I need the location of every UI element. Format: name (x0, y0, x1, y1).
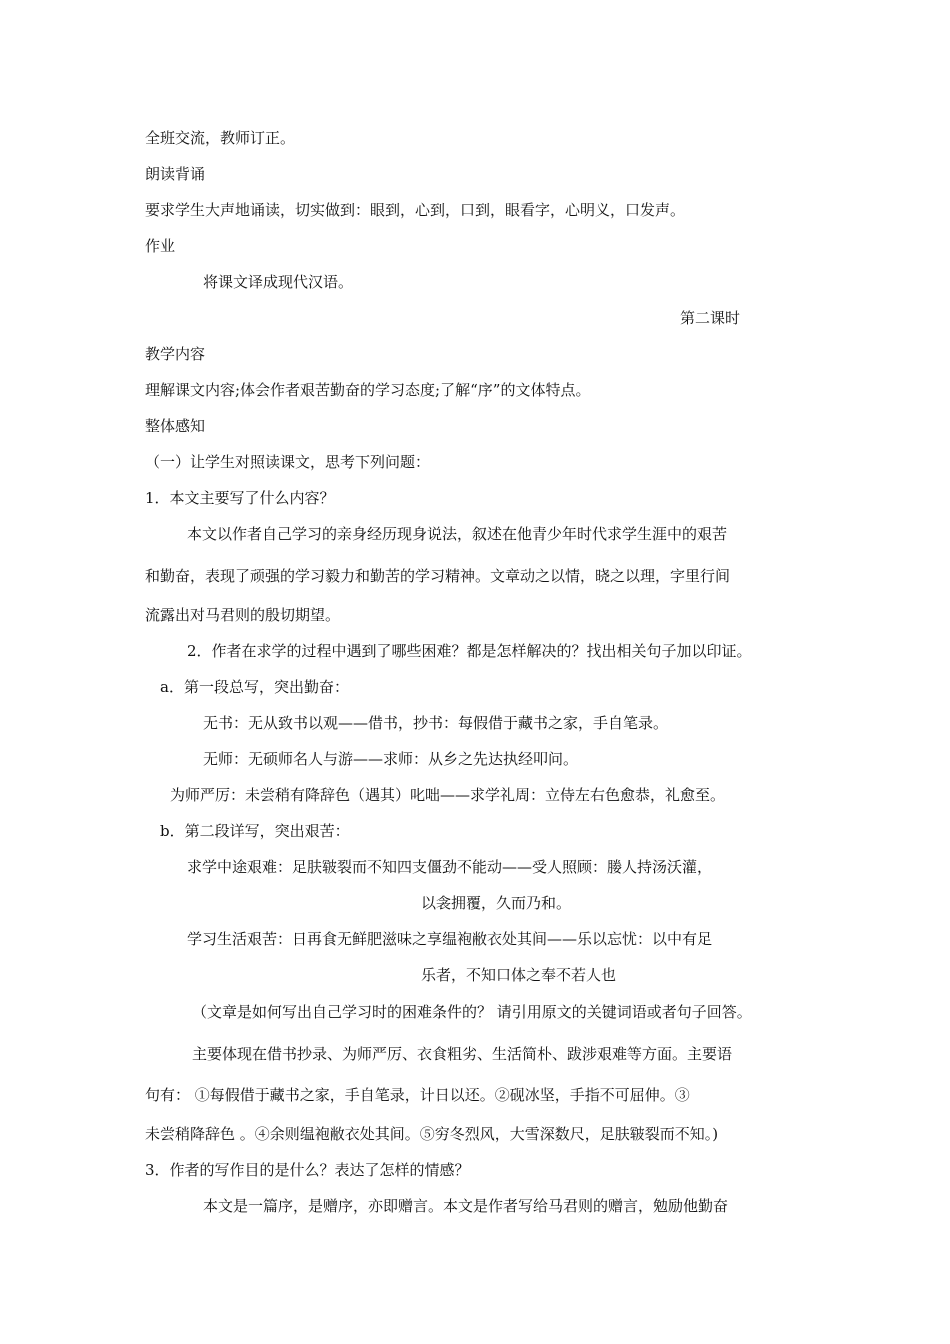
question-line: 3．作者的写作目的是什么？表达了怎样的情感？ (145, 1161, 470, 1179)
section-heading: 朗读背诵 (145, 165, 206, 183)
section-heading: 整体感知 (145, 417, 206, 435)
text-line: 本文是一篇序，是赠序，亦即赠言。本文是作者写给马君则的赠言，勉励他勤奋 (203, 1197, 729, 1215)
text-line: 主要体现在借书抄录、为师严厉、衣食粗劣、生活简朴、跋涉艰难等方面。主要语 (192, 1045, 733, 1063)
text-line: 全班交流，教师订正。 (145, 129, 296, 147)
text-line: 要求学生大声地诵读，切实做到：眼到，心到，口到，眼看字，心明义，口发声。 (145, 201, 686, 219)
text-line: （文章是如何写出自己学习时的困难条件的？ 请引用原文的关键词语或者句子回答。 (192, 1003, 752, 1021)
text-line: 求学中途艰难：足肤皲裂而不知四支僵劲不能动——受人照顾：媵人持汤沃灌， (187, 858, 713, 876)
text-line: 未尝稍降辞色 。④余则缊袍敝衣处其间。⑤穷冬烈风，大雪深数尺，足肤皲裂而不知。) (145, 1125, 719, 1143)
section-heading: 教学内容 (145, 345, 206, 363)
text-line: 句有： ①每假借于藏书之家，手自笔录，计日以还。②砚冰坚，手指不可屈伸。③ (145, 1086, 690, 1104)
text-line: 乐者，不知口体之奉不若人也 (421, 966, 617, 984)
text-line: 学习生活艰苦：日再食无鲜肥滋味之享缊袍敝衣处其间——乐以忘忧：以中有足 (187, 930, 713, 948)
text-line: 和勤奋，表现了顽强的学习毅力和勤苦的学习精神。文章动之以情，晓之以理，字里行间 (145, 567, 731, 585)
lesson-title: 第二课时 (680, 309, 741, 327)
text-line: a．第一段总写，突出勤奋： (160, 678, 349, 696)
section-heading: 作业 (145, 237, 176, 255)
question-line: 1．本文主要写了什么内容？ (145, 489, 335, 507)
question-line: 2．作者在求学的过程中遇到了哪些困难？都是怎样解决的？找出相关句子加以印证。 (187, 642, 752, 660)
text-line: 无书：无从致书以观——借书，抄书：每假借于藏书之家，手自笔录。 (203, 714, 669, 732)
text-line: 理解课文内容;体会作者艰苦勤奋的学习态度;了解“序”的文体特点。 (145, 381, 591, 399)
text-line: b．第二段详写，突出艰苦： (160, 822, 350, 840)
text-line: 流露出对马君则的殷切期望。 (145, 606, 341, 624)
text-line: 为师严厉：未尝稍有降辞色（遇其）叱咄——求学礼周：立侍左右色愈恭，礼愈至。 (170, 786, 726, 804)
text-line: 将课文译成现代汉语。 (203, 273, 354, 291)
text-line: 无师：无硕师名人与游——求师：从乡之先达执经叩问。 (203, 750, 579, 768)
text-line: 以衾拥覆，久而乃和。 (421, 894, 572, 912)
text-line: 本文以作者自己学习的亲身经历现身说法，叙述在他青少年时代求学生涯中的艰苦 (187, 525, 728, 543)
text-line: （一）让学生对照读课文，思考下列问题： (145, 453, 431, 471)
